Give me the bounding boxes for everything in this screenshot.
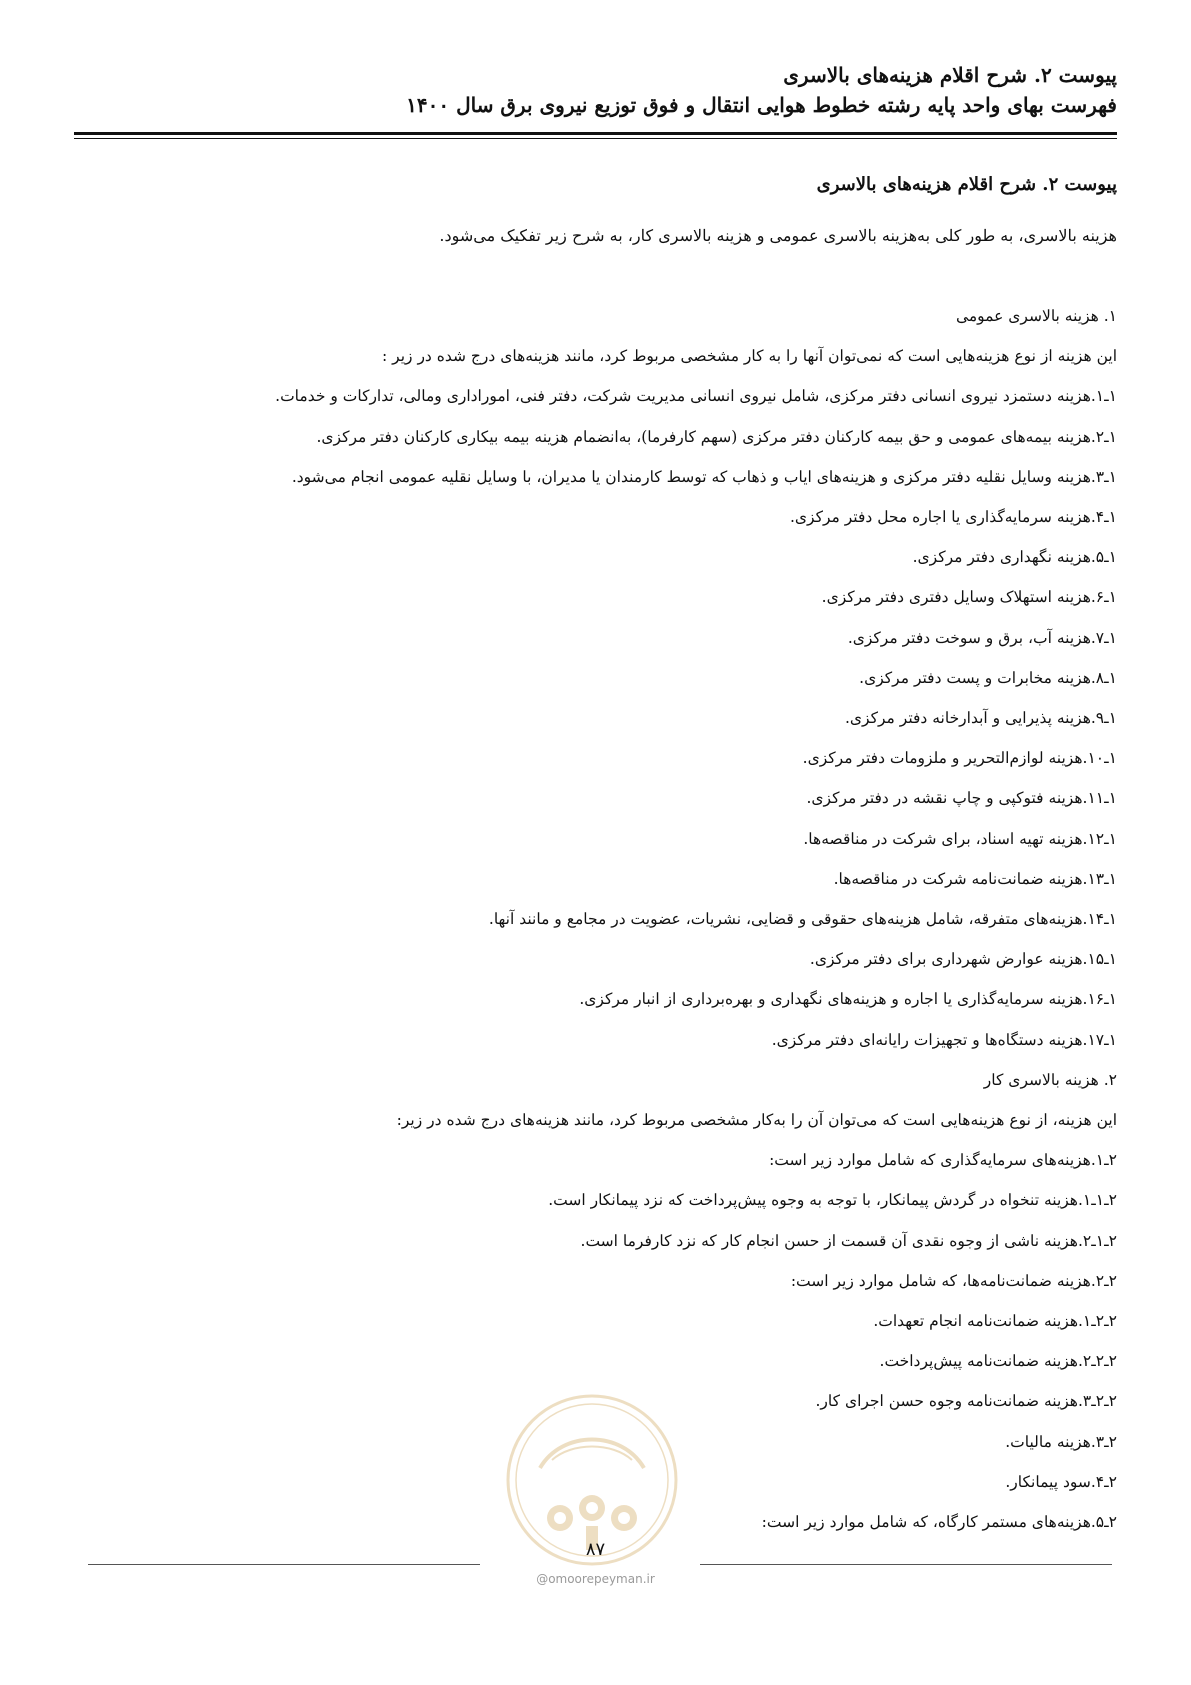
list-item: ۱ـ۱۶.هزینه سرمایه‌گذاری یا اجاره و هزینه‌های نگهداری و بهره‌برداری از انبار مرکزی. — [579, 990, 1117, 1009]
page-number: ۸۷ — [585, 1539, 606, 1560]
list-item: ۱ـ۲.هزینه بیمه‌های عمومی و حق بیمه کارکنان دفتر مرکزی (سهم کارفرما)، به‌انضمام هزینه بیمه بیکاری کارکنان دفتر مرکزی. — [316, 427, 1117, 446]
intro-paragraph: هزینه بالاسری، به طور کلی به‌هزینه بالاسری عمومی و هزینه بالاسری کار، به شرح زیر تفکیک می‌شود. — [439, 226, 1117, 245]
list-item: ۱ـ۱۱.هزینه فتوکپی و چاپ نقشه در دفتر مرکزی. — [806, 789, 1117, 808]
list-item: ۱ـ۳.هزینه وسایل نقلیه دفتر مرکزی و هزینه‌های ایاب و ذهاب که توسط کارمندان یا مدیران، با وسایل نقلیه عمومی انجام می‌شود. — [291, 467, 1117, 486]
list-item: ۱ـ۸.هزینه مخابرات و پست دفتر مرکزی. — [859, 668, 1117, 687]
list-item: ۱ـ۱۳.هزینه ضمانت‌نامه شرکت در مناقصه‌ها. — [833, 869, 1117, 888]
list-item: ۲ـ۱.هزینه‌های سرمایه‌گذاری که شامل موارد زیر است: — [769, 1151, 1117, 1170]
list-item: ۲. هزینه بالاسری کار — [983, 1070, 1117, 1089]
list-item: ۲ـ۲ـ۲.هزینه ضمانت‌نامه پیش‌پرداخت. — [879, 1352, 1117, 1371]
header-title: پیوست ۲. شرح اقلام هزینه‌های بالاسری — [783, 63, 1117, 87]
list-item: ۲ـ۲.هزینه ضمانت‌نامه‌ها، که شامل موارد زیر است: — [790, 1271, 1117, 1290]
list-item: ۱ـ۱۴.هزینه‌های متفرقه، شامل هزینه‌های حقوقی و قضایی، نشریات، عضویت در مجامع و مانند آنها. — [488, 910, 1117, 929]
list-item: ۱ـ۱۵.هزینه عوارض شهرداری برای دفتر مرکزی. — [809, 950, 1117, 969]
list-item: ۱ـ۶.هزینه استهلاک وسایل دفتری دفتر مرکزی. — [821, 588, 1117, 607]
list-item: ۱. هزینه بالاسری عمومی — [955, 307, 1117, 325]
page-header — [74, 60, 1117, 120]
list-item: ۱ـ۴.هزینه سرمایه‌گذاری یا اجاره محل دفتر مرکزی. — [789, 508, 1117, 527]
list-item: ۲ـ۳.هزینه مالیات. — [1005, 1432, 1117, 1451]
site-tag: @omoorepeyman.ir — [536, 1572, 655, 1586]
page-content — [150, 170, 1117, 1542]
list-item: ۱ـ۱۲.هزینه تهیه اسناد، برای شرکت در مناقصه‌ها. — [803, 829, 1117, 848]
footer-divider-right — [700, 1564, 1112, 1565]
list-item: ۱ـ۱۷.هزینه دستگاه‌ها و تجهیزات رایانه‌ای دفتر مرکزی. — [771, 1030, 1117, 1049]
list-item: ۲ـ۲ـ۱.هزینه ضمانت‌نامه انجام تعهدات. — [873, 1312, 1117, 1331]
list-item: این هزینه، از نوع هزینه‌هایی است که می‌توان آن را به‌کار مشخصی مربوط کرد، مانند هزینه‌های درج شده در زیر: — [396, 1111, 1117, 1130]
list-item: ۱ـ۱.هزینه دستمزد نیروی انسانی دفتر مرکزی، شامل نیروی انسانی مدیریت شرکت، دفتر فنی، اموراداری ومالی، تدارکات و خدمات. — [275, 387, 1117, 406]
list-item: ۲ـ۱ـ۲.هزینه ناشی از وجوه نقدی آن قسمت از حسن انجام کار که نزد کارفرما است. — [580, 1231, 1117, 1250]
list-item: ۱ـ۱۰.هزینه لوازم‌التحریر و ملزومات دفتر مرکزی. — [802, 749, 1117, 768]
list-item: ۲ـ۵.هزینه‌های مستمر کارگاه، که شامل موارد زیر است: — [761, 1513, 1117, 1532]
section-title: پیوست ۲. شرح اقلام هزینه‌های بالاسری — [816, 174, 1117, 195]
list-item: ۲ـ۱ـ۱.هزینه تنخواه در گردش پیمانکار، با توجه به وجوه پیش‌پرداخت که نزد پیمانکار است. — [548, 1191, 1117, 1210]
cost-items-list — [150, 296, 1117, 1542]
list-item: ۲ـ۲ـ۳.هزینه ضمانت‌نامه وجوه حسن اجرای کار. — [815, 1392, 1117, 1411]
list-item: ۱ـ۵.هزینه نگهداری دفتر مرکزی. — [912, 548, 1117, 567]
header-divider-thin — [74, 138, 1117, 139]
footer-divider-left — [88, 1564, 480, 1565]
list-item: این هزینه از نوع هزینه‌هایی است که نمی‌توان آنها را به کار مشخصی مربوط کرد، مانند هزینه‌های درج شده در زیر : — [382, 347, 1117, 366]
list-item: ۲ـ۴.سود پیمانکار. — [1005, 1472, 1117, 1491]
header-divider-thick — [74, 132, 1117, 135]
list-item: ۱ـ۹.هزینه پذیرایی و آبدارخانه دفتر مرکزی. — [845, 709, 1117, 728]
list-item: ۱ـ۷.هزینه آب، برق و سوخت دفتر مرکزی. — [847, 628, 1117, 647]
header-subtitle: فهرست بهای واحد پایه رشته خطوط هوایی انتقال و فوق توزیع نیروی برق سال ۱۴۰۰ — [406, 93, 1117, 117]
